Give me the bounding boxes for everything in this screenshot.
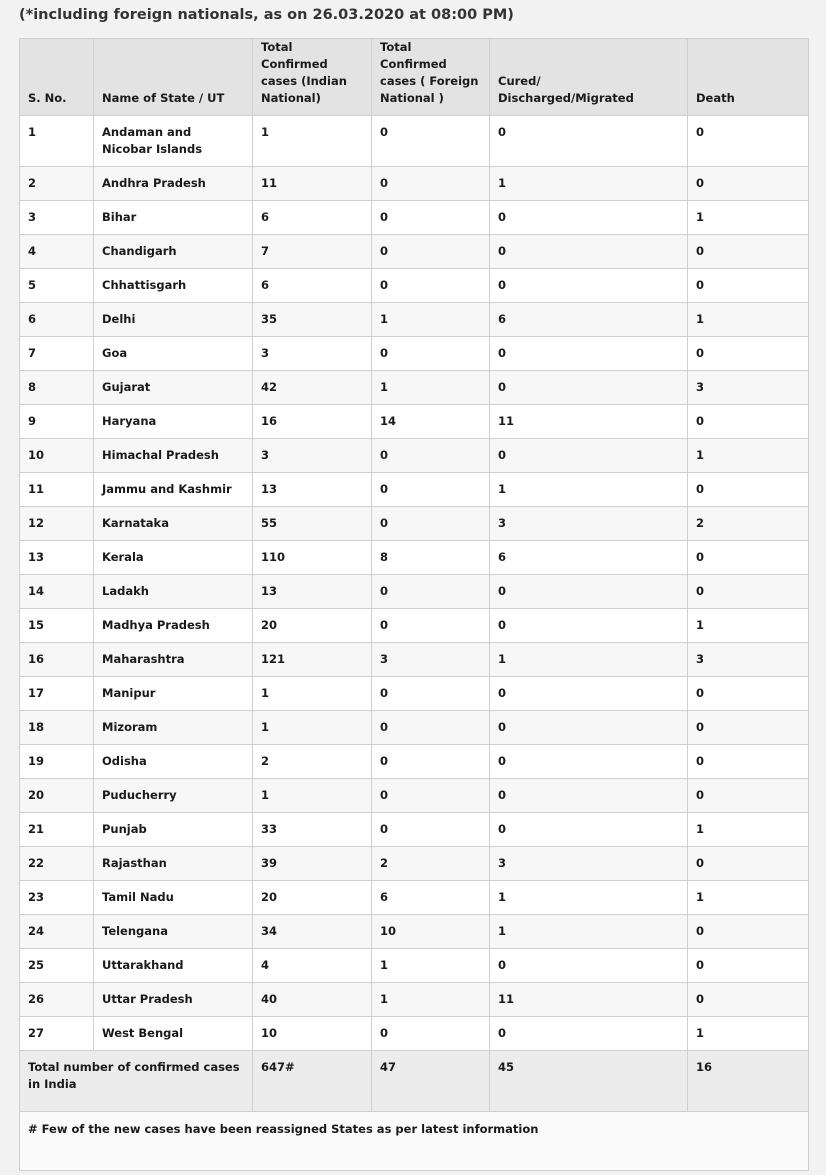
- cell-foreign-cases: 1: [372, 949, 490, 983]
- cell-indian-cases: 3: [253, 439, 372, 473]
- cell-state: Tamil Nadu: [94, 881, 253, 915]
- cell-cured: 0: [490, 779, 688, 813]
- cell-death: 2: [688, 507, 809, 541]
- cell-cured: 0: [490, 201, 688, 235]
- table-row: [20, 1017, 809, 1051]
- column-header-state: Name of State / UT: [94, 39, 253, 116]
- table-row: [20, 167, 809, 201]
- cell-sno: 26: [20, 983, 94, 1017]
- cell-cured: 0: [490, 337, 688, 371]
- cell-cured: 11: [490, 405, 688, 439]
- cell-foreign-cases: 0: [372, 167, 490, 201]
- cell-foreign-cases: 0: [372, 439, 490, 473]
- cell-foreign-cases: 0: [372, 116, 490, 167]
- cell-sno: 14: [20, 575, 94, 609]
- cell-death: 0: [688, 405, 809, 439]
- table-row: [20, 439, 809, 473]
- cell-death: 1: [688, 881, 809, 915]
- cell-state: Ladakh: [94, 575, 253, 609]
- table-row: [20, 745, 809, 779]
- cell-indian-cases: 1: [253, 711, 372, 745]
- cell-cured: 0: [490, 439, 688, 473]
- footnote: # Few of the new cases have been reassigned States as per latest information: [20, 1112, 809, 1171]
- cell-indian-cases: 39: [253, 847, 372, 881]
- cell-death: 0: [688, 711, 809, 745]
- cell-foreign-cases: 0: [372, 269, 490, 303]
- cell-state: Andaman and Nicobar Islands: [94, 116, 253, 167]
- cell-death: 0: [688, 677, 809, 711]
- header-row: [20, 39, 809, 116]
- cell-state: Punjab: [94, 813, 253, 847]
- cell-cured: 1: [490, 915, 688, 949]
- column-header-indian-cases: Total Confirmed cases (Indian National): [253, 39, 372, 116]
- cell-cured: 0: [490, 745, 688, 779]
- cell-foreign-cases: 1: [372, 303, 490, 337]
- cell-death: 1: [688, 439, 809, 473]
- cell-indian-cases: 121: [253, 643, 372, 677]
- cell-state: Uttarakhand: [94, 949, 253, 983]
- table-header: [20, 39, 809, 116]
- cell-death: 0: [688, 779, 809, 813]
- cell-foreign-cases: 0: [372, 337, 490, 371]
- table-row: [20, 711, 809, 745]
- cell-sno: 13: [20, 541, 94, 575]
- cell-indian-cases: 16: [253, 405, 372, 439]
- cell-sno: 21: [20, 813, 94, 847]
- cell-indian-cases: 35: [253, 303, 372, 337]
- table-row: [20, 507, 809, 541]
- cell-state: Uttar Pradesh: [94, 983, 253, 1017]
- cell-indian-cases: 13: [253, 473, 372, 507]
- cell-state: Karnataka: [94, 507, 253, 541]
- cell-sno: 23: [20, 881, 94, 915]
- cell-indian-cases: 110: [253, 541, 372, 575]
- cell-death: 1: [688, 303, 809, 337]
- table-row: [20, 847, 809, 881]
- cell-indian-cases: 11: [253, 167, 372, 201]
- cell-state: West Bengal: [94, 1017, 253, 1051]
- cell-foreign-cases: 0: [372, 711, 490, 745]
- cell-foreign-cases: 1: [372, 371, 490, 405]
- table-row: [20, 235, 809, 269]
- page-heading: (*including foreign nationals, as on 26.03.2020 at 08:00 PM): [19, 7, 514, 23]
- cell-sno: 15: [20, 609, 94, 643]
- cell-indian-cases: 42: [253, 371, 372, 405]
- cell-indian-cases: 6: [253, 269, 372, 303]
- cell-death: 0: [688, 949, 809, 983]
- cell-sno: 25: [20, 949, 94, 983]
- cell-cured: 1: [490, 643, 688, 677]
- cell-foreign-cases: 0: [372, 473, 490, 507]
- cell-foreign-cases: 0: [372, 745, 490, 779]
- cell-sno: 11: [20, 473, 94, 507]
- cell-state: Chandigarh: [94, 235, 253, 269]
- total-cured: 45: [490, 1051, 688, 1112]
- column-header-foreign-cases: Total Confirmed cases ( Foreign National ): [372, 39, 490, 116]
- cell-cured: 3: [490, 507, 688, 541]
- table-row: [20, 303, 809, 337]
- cell-cured: 3: [490, 847, 688, 881]
- cell-sno: 18: [20, 711, 94, 745]
- cell-cured: 6: [490, 303, 688, 337]
- total-row: [20, 1051, 809, 1112]
- note-row: [20, 1112, 809, 1171]
- cell-death: 0: [688, 915, 809, 949]
- cell-sno: 4: [20, 235, 94, 269]
- cell-foreign-cases: 14: [372, 405, 490, 439]
- cell-indian-cases: 7: [253, 235, 372, 269]
- cell-indian-cases: 34: [253, 915, 372, 949]
- cell-cured: 0: [490, 1017, 688, 1051]
- cell-death: 1: [688, 609, 809, 643]
- cell-sno: 27: [20, 1017, 94, 1051]
- cell-state: Haryana: [94, 405, 253, 439]
- cell-indian-cases: 13: [253, 575, 372, 609]
- table-row: [20, 677, 809, 711]
- cell-state: Madhya Pradesh: [94, 609, 253, 643]
- cell-death: 0: [688, 269, 809, 303]
- cell-cured: 11: [490, 983, 688, 1017]
- cell-indian-cases: 33: [253, 813, 372, 847]
- cell-death: 0: [688, 167, 809, 201]
- cell-sno: 24: [20, 915, 94, 949]
- cell-state: Goa: [94, 337, 253, 371]
- cell-state: Bihar: [94, 201, 253, 235]
- cell-state: Kerala: [94, 541, 253, 575]
- cell-indian-cases: 55: [253, 507, 372, 541]
- table-row: [20, 116, 809, 167]
- cell-state: Jammu and Kashmir: [94, 473, 253, 507]
- table-row: [20, 201, 809, 235]
- table-row: [20, 813, 809, 847]
- cell-state: Maharashtra: [94, 643, 253, 677]
- cell-cured: 6: [490, 541, 688, 575]
- cell-foreign-cases: 2: [372, 847, 490, 881]
- cell-foreign-cases: 3: [372, 643, 490, 677]
- cell-sno: 12: [20, 507, 94, 541]
- cell-state: Himachal Pradesh: [94, 439, 253, 473]
- table-row: [20, 949, 809, 983]
- cell-sno: 9: [20, 405, 94, 439]
- cell-indian-cases: 40: [253, 983, 372, 1017]
- table-row: [20, 371, 809, 405]
- cell-death: 0: [688, 235, 809, 269]
- cell-state: Puducherry: [94, 779, 253, 813]
- cell-state: Delhi: [94, 303, 253, 337]
- table-row: [20, 779, 809, 813]
- cell-cured: 0: [490, 949, 688, 983]
- cell-death: 0: [688, 116, 809, 167]
- cell-state: Andhra Pradesh: [94, 167, 253, 201]
- cell-cured: 1: [490, 167, 688, 201]
- table-body: [20, 116, 809, 1051]
- total-label: Total number of confirmed cases in India: [20, 1051, 253, 1112]
- cell-death: 0: [688, 847, 809, 881]
- cell-foreign-cases: 0: [372, 201, 490, 235]
- cell-state: Odisha: [94, 745, 253, 779]
- cell-foreign-cases: 8: [372, 541, 490, 575]
- cell-death: 1: [688, 1017, 809, 1051]
- cell-sno: 19: [20, 745, 94, 779]
- cell-sno: 16: [20, 643, 94, 677]
- cell-sno: 10: [20, 439, 94, 473]
- table-row: [20, 983, 809, 1017]
- cell-sno: 5: [20, 269, 94, 303]
- cell-sno: 17: [20, 677, 94, 711]
- cell-indian-cases: 20: [253, 609, 372, 643]
- table-row: [20, 473, 809, 507]
- cell-sno: 2: [20, 167, 94, 201]
- cell-death: 3: [688, 371, 809, 405]
- table-row: [20, 609, 809, 643]
- cell-state: Manipur: [94, 677, 253, 711]
- cell-death: 0: [688, 983, 809, 1017]
- table-row: [20, 541, 809, 575]
- cell-foreign-cases: 0: [372, 1017, 490, 1051]
- cell-foreign-cases: 0: [372, 779, 490, 813]
- covid-cases-table: [19, 38, 809, 1171]
- cell-death: 0: [688, 473, 809, 507]
- cell-death: 3: [688, 643, 809, 677]
- cell-sno: 20: [20, 779, 94, 813]
- cell-indian-cases: 20: [253, 881, 372, 915]
- cell-cured: 1: [490, 473, 688, 507]
- table-row: [20, 643, 809, 677]
- cell-cured: 0: [490, 269, 688, 303]
- cell-foreign-cases: 0: [372, 677, 490, 711]
- cell-indian-cases: 2: [253, 745, 372, 779]
- cell-cured: 0: [490, 813, 688, 847]
- cell-sno: 3: [20, 201, 94, 235]
- cell-state: Gujarat: [94, 371, 253, 405]
- cell-death: 0: [688, 745, 809, 779]
- cell-foreign-cases: 0: [372, 235, 490, 269]
- cell-cured: 0: [490, 609, 688, 643]
- table-row: [20, 881, 809, 915]
- cell-cured: 1: [490, 881, 688, 915]
- cell-state: Telengana: [94, 915, 253, 949]
- cell-death: 0: [688, 575, 809, 609]
- cell-sno: 22: [20, 847, 94, 881]
- total-foreign-cases: 47: [372, 1051, 490, 1112]
- cell-foreign-cases: 0: [372, 813, 490, 847]
- cell-indian-cases: 6: [253, 201, 372, 235]
- table-row: [20, 269, 809, 303]
- cell-cured: 0: [490, 371, 688, 405]
- cell-foreign-cases: 10: [372, 915, 490, 949]
- cell-foreign-cases: 0: [372, 575, 490, 609]
- total-indian-cases: 647#: [253, 1051, 372, 1112]
- cell-cured: 0: [490, 575, 688, 609]
- cell-sno: 1: [20, 116, 94, 167]
- column-header-death: Death: [688, 39, 809, 116]
- table-row: [20, 575, 809, 609]
- cell-death: 1: [688, 201, 809, 235]
- cell-cured: 0: [490, 116, 688, 167]
- cell-sno: 7: [20, 337, 94, 371]
- cell-foreign-cases: 1: [372, 983, 490, 1017]
- cell-sno: 6: [20, 303, 94, 337]
- table-footer: [20, 1051, 809, 1171]
- cell-sno: 8: [20, 371, 94, 405]
- cell-state: Rajasthan: [94, 847, 253, 881]
- cell-indian-cases: 4: [253, 949, 372, 983]
- column-header-cured: Cured/ Discharged/Migrated: [490, 39, 688, 116]
- table-row: [20, 405, 809, 439]
- cell-state: Chhattisgarh: [94, 269, 253, 303]
- cell-cured: 0: [490, 677, 688, 711]
- cell-death: 0: [688, 337, 809, 371]
- cell-indian-cases: 10: [253, 1017, 372, 1051]
- cell-indian-cases: 3: [253, 337, 372, 371]
- table-row: [20, 337, 809, 371]
- cell-foreign-cases: 0: [372, 507, 490, 541]
- cell-state: Mizoram: [94, 711, 253, 745]
- cell-indian-cases: 1: [253, 779, 372, 813]
- table-row: [20, 915, 809, 949]
- column-header-sno: S. No.: [20, 39, 94, 116]
- cell-indian-cases: 1: [253, 677, 372, 711]
- cell-cured: 0: [490, 711, 688, 745]
- cell-cured: 0: [490, 235, 688, 269]
- cell-indian-cases: 1: [253, 116, 372, 167]
- cell-foreign-cases: 6: [372, 881, 490, 915]
- cell-death: 0: [688, 541, 809, 575]
- total-death: 16: [688, 1051, 809, 1112]
- cell-foreign-cases: 0: [372, 609, 490, 643]
- cell-death: 1: [688, 813, 809, 847]
